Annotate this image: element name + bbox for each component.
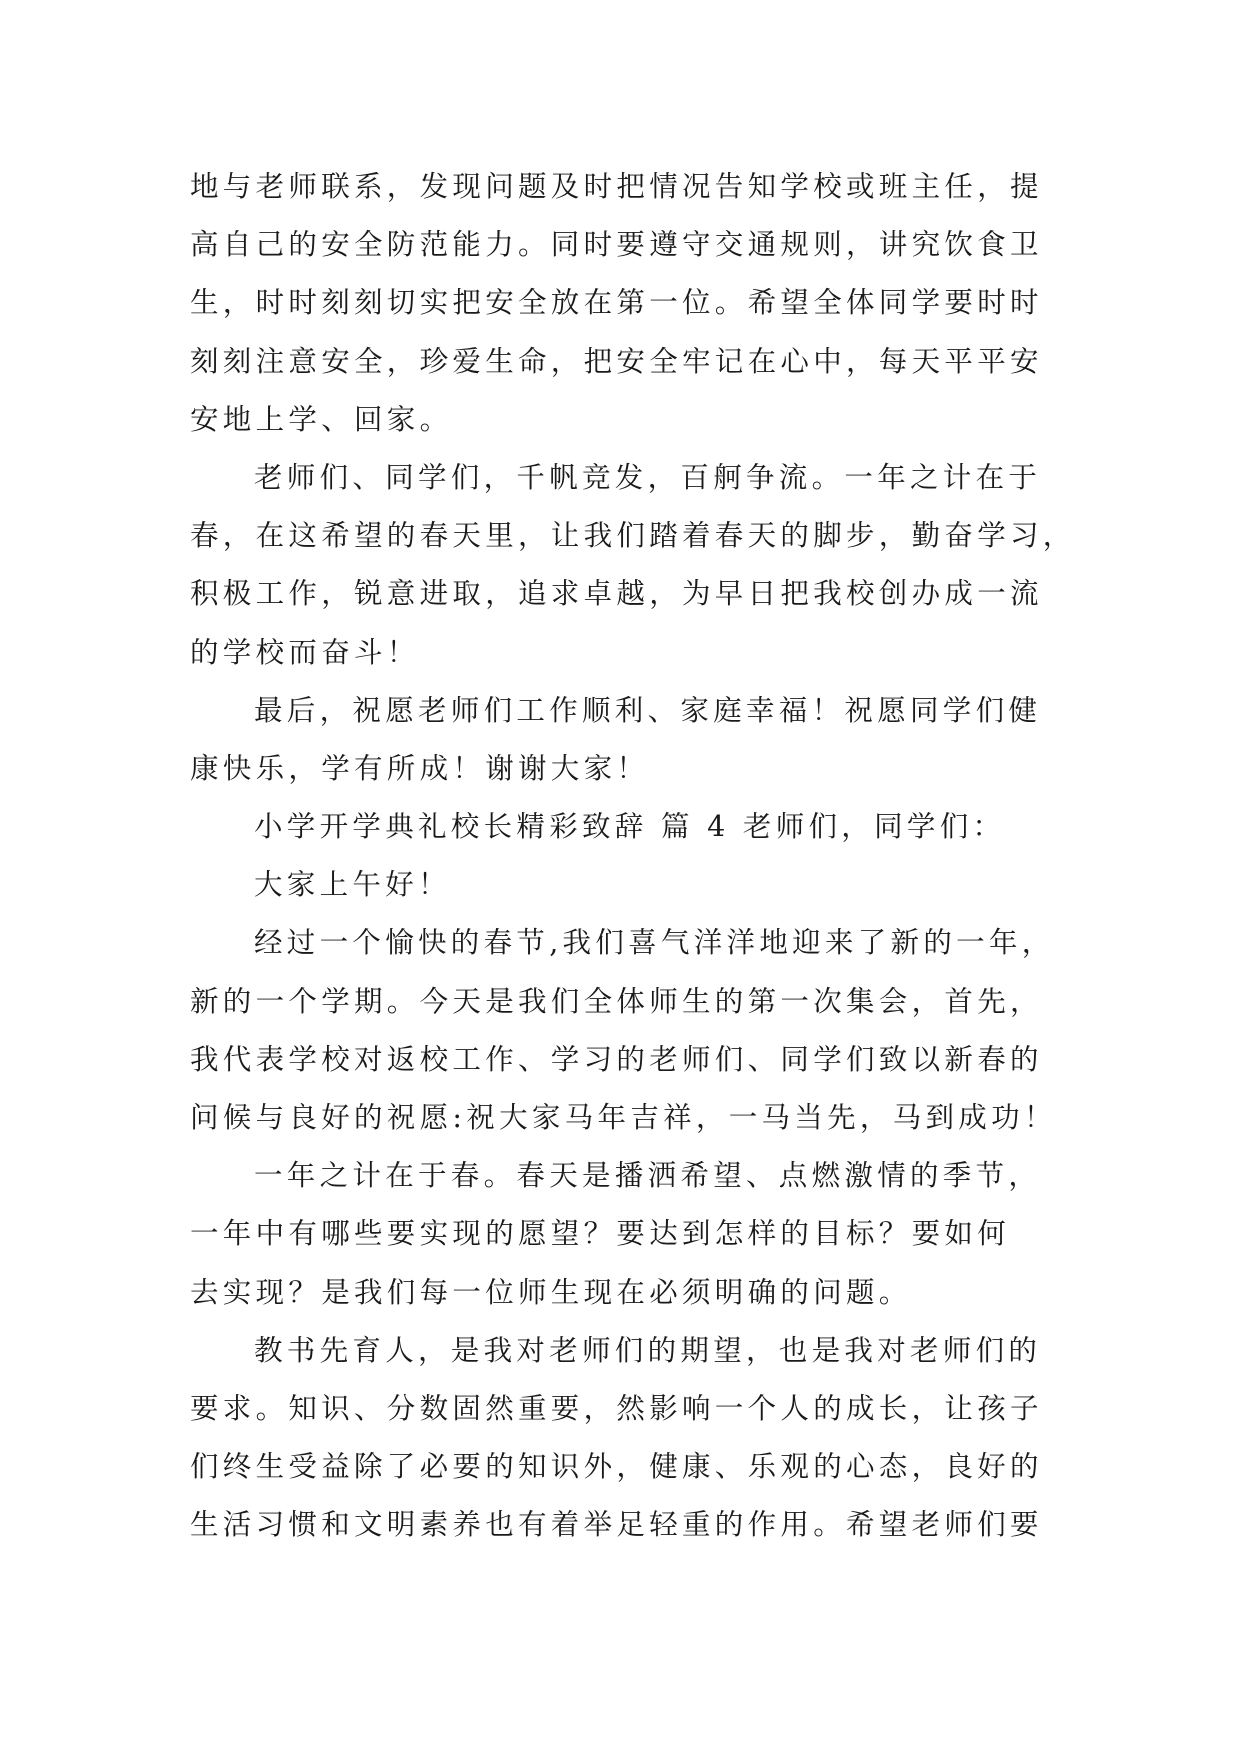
- text-line: 教书先育人，是我对老师们的期望，也是我对老师们的: [254, 1333, 1042, 1367]
- text-line: 康快乐，学有所成！谢谢大家！: [190, 751, 650, 785]
- text-line: 新的一个学期。今天是我们全体师生的第一次集会，首先，: [190, 984, 1043, 1018]
- text-line: 问候与良好的祝愿:祝大家马年吉祥，一马当先，马到成功！: [190, 1101, 1057, 1134]
- text-line: 一年之计在于春。春天是播洒希望、点燃激情的季节，: [254, 1159, 1042, 1193]
- text-line: 最后，祝愿老师们工作顺利、家庭幸福！祝愿同学们健: [254, 693, 1042, 727]
- text-line: 生，时时刻刻切实把安全放在第一位。希望全体同学要时时: [190, 286, 1043, 320]
- text-line: 经过一个愉快的春节,我们喜气洋洋地迎来了新的一年，: [254, 926, 1055, 960]
- text-line: 的学校而奋斗！: [190, 635, 420, 669]
- text-line: 老师们、同学们，千帆竞发，百舸争流。一年之计在于: [254, 460, 1042, 494]
- text-line: 春，在这希望的春天里，让我们踏着春天的脚步，勤奋学习，: [190, 519, 1076, 553]
- text-line: 要求。知识、分数固然重要，然影响一个人的成长，让孩子: [190, 1391, 1043, 1425]
- text-line: 安地上学、回家。: [190, 402, 453, 436]
- text-line: 积极工作，锐意进取，追求卓越，为早日把我校创办成一流: [190, 577, 1043, 611]
- text-line: 地与老师联系，发现问题及时把情况告知学校或班主任，提: [190, 170, 1043, 203]
- text-line: 我代表学校对返校工作、学习的老师们、同学们致以新春的: [190, 1042, 1043, 1076]
- text-line: 去实现？是我们每一位师生现在必须明确的问题。: [190, 1275, 912, 1309]
- text-line: 一年中有哪些要实现的愿望？要达到怎样的目标？要如何: [190, 1217, 1011, 1251]
- text-line: 们终生受益除了必要的知识外，健康、乐观的心态，良好的: [190, 1450, 1043, 1484]
- text-line: 小学开学典礼校长精彩致辞 篇 4 老师们，同学们：: [254, 810, 1006, 844]
- text-line: 大家上午好！: [254, 868, 451, 902]
- text-line: 高自己的安全防范能力。同时要遵守交通规则，讲究饮食卫: [190, 228, 1043, 262]
- document-body: [190, 158, 1076, 1555]
- text-line: 刻刻注意安全，珍爱生命，把安全牢记在心中，每天平平安: [190, 344, 1043, 378]
- text-line: 生活习惯和文明素养也有着举足轻重的作用。希望老师们要: [190, 1508, 1043, 1542]
